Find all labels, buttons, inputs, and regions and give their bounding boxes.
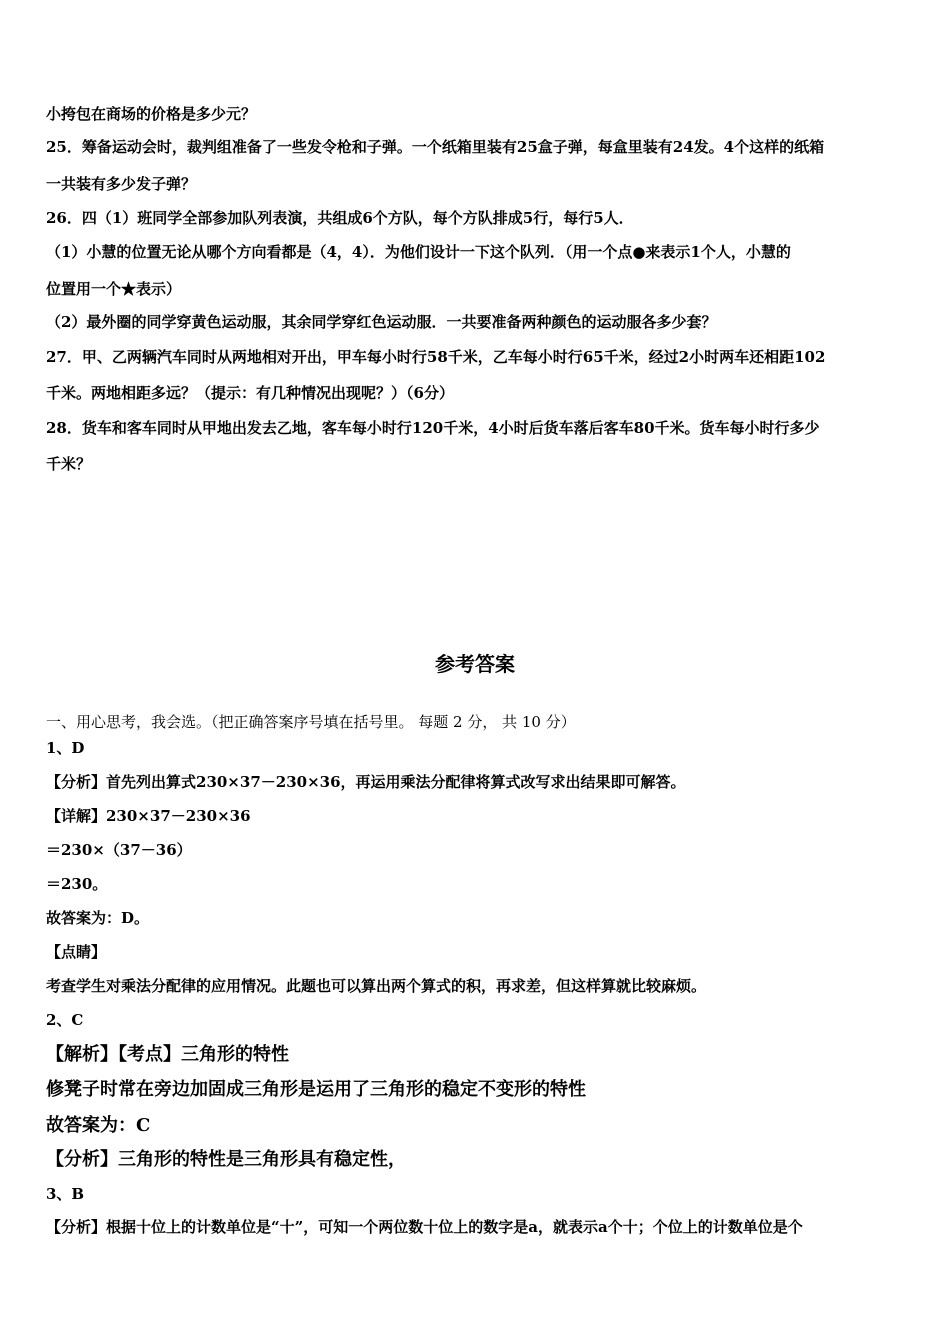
answer-line: 【详解】230×37－230×36: [46, 807, 251, 825]
question-line: 26．四（1）班同学全部参加队列表演，共组成6个方队，每个方队排成5行，每行5人．: [46, 209, 634, 227]
question-line: （1）小慧的位置无论从哪个方向看都是（4，4）．为他们设计一下这个队列．（用一个点●来表示1个人，小慧的: [46, 243, 791, 261]
question-line: 小挎包在商场的价格是多少元？: [46, 105, 257, 123]
answer-line: 【解析】【考点】三角形的特性: [46, 1044, 289, 1065]
question-line: 25．筹备运动会时，裁判组准备了一些发令枪和子弹。一个纸箱里装有25盒子弹，每盒里装有24发。4个这样的纸箱: [46, 138, 825, 156]
answer-line: 一、用心思考，我会选。（把正确答案序号填在括号里。 每题 2 分， 共 10 分）: [46, 713, 576, 731]
question-line: 28．货车和客车同时从甲地出发去乙地，客车每小时行120千米，4小时后货车落后客车80千米。货车每小时行多少: [46, 419, 820, 437]
answer-line: 【点睛】: [46, 943, 107, 961]
question-line: 千米。两地相距多远？（提示：有几种情况出现呢？）（6分）: [46, 384, 454, 402]
answer-line: ＝230。: [46, 875, 108, 893]
question-line: 千米？: [46, 455, 92, 473]
answer-line: 【分析】首先列出算式230×37－230×36，再运用乘法分配律将算式改写求出结果即可解答。: [46, 773, 686, 791]
answer-line: 1、D: [46, 739, 85, 757]
answer-line: 故答案为：D。: [46, 909, 150, 927]
question-line: 27．甲、乙两辆汽车同时从两地相对开出，甲车每小时行58千米，乙车每小时行65千米，经过2小时两车还相距102: [46, 348, 826, 366]
answer-line: ＝230×（37－36）: [46, 841, 192, 859]
answer-line: 3、B: [46, 1185, 85, 1203]
answer-line: 2、C: [46, 1011, 84, 1029]
question-line: 一共装有多少发子弹？: [46, 175, 197, 193]
question-line: 位置用一个★表示）: [46, 280, 182, 298]
answer-line: 【分析】根据十位上的计数单位是“十”，可知一个两位数十位上的数字是a，就表示a个十；个位上的计数单位是个: [46, 1218, 803, 1236]
answer-title: 参考答案: [435, 652, 515, 676]
question-line: （2）最外圈的同学穿黄色运动服，其余同学穿红色运动服．一共要准备两种颜色的运动服各多少套？: [46, 313, 717, 331]
answer-line: 修凳子时常在旁边加固成三角形是运用了三角形的稳定不变形的特性: [46, 1079, 586, 1100]
answer-line: 故答案为：C: [46, 1115, 151, 1136]
answer-line: 考查学生对乘法分配律的应用情况。此题也可以算出两个算式的积，再求差，但这样算就比较麻烦。: [46, 977, 707, 995]
answer-line: 【分析】三角形的特性是三角形具有稳定性，: [46, 1149, 406, 1170]
